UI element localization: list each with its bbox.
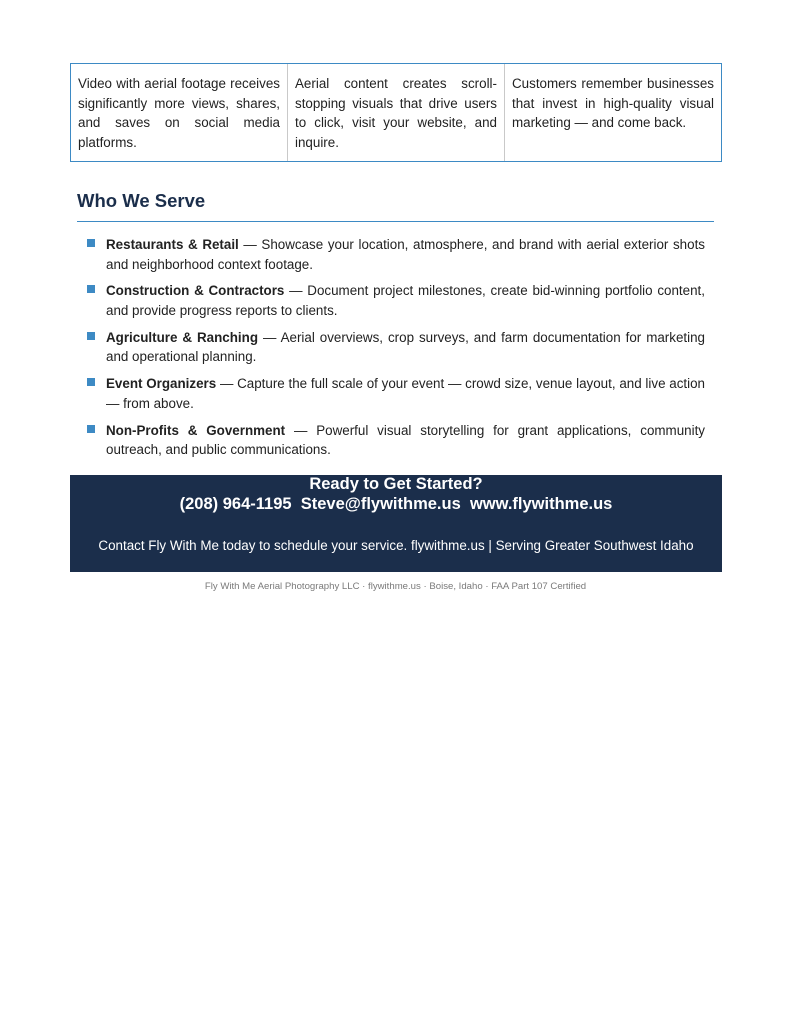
audience-item-title: Agriculture & Ranching xyxy=(106,329,259,345)
square-bullet-icon xyxy=(87,425,95,433)
square-bullet-icon xyxy=(87,239,95,247)
square-bullet-icon xyxy=(87,285,95,293)
audience-item-title: Restaurants & Retail xyxy=(106,237,239,252)
audience-item-description: — Capture the full scale of your event — crowd size, venue layout, and live action — from above. xyxy=(106,376,705,411)
audience-item-description: — Showcase your location, atmosphere, and brand with aerial exterior shots and neighborhood context footage. xyxy=(106,237,705,272)
audience-item-title: Event Organizers xyxy=(106,376,217,392)
audience-item-construction xyxy=(85,281,705,320)
square-bullet-icon xyxy=(87,378,95,386)
audience-item-description: — Aerial overviews, crop surveys, and farm documentation for marketing and operational planning. xyxy=(106,329,705,365)
audience-item-title: Construction & Contractors xyxy=(106,283,285,299)
audience-item-agriculture xyxy=(85,328,705,367)
square-bullet-icon xyxy=(87,332,95,340)
benefits-table xyxy=(70,63,722,162)
audience-item-description: — Powerful visual storytelling for grant applications, community outreach, and public communications. xyxy=(106,422,705,458)
audience-item-nonprofits xyxy=(85,421,705,460)
benefit-cell-engagement: Video with aerial footage receives significantly more views, shares, and saves on social media platforms. xyxy=(78,76,280,150)
cta-heading: Ready to Get Started? xyxy=(309,475,483,493)
audience-item-events xyxy=(85,374,705,413)
page-footer: Fly With Me Aerial Photography LLC · flywithme.us · Boise, Idaho · FAA Part 107 Certified xyxy=(204,581,587,592)
audience-item-description: — Document project milestones, create bid-winning portfolio content, and provide progress reports to clients. xyxy=(106,283,705,318)
section-heading-who-we-serve: Who We Serve xyxy=(77,190,714,222)
audience-item-title: Non-Profits & Government xyxy=(106,422,286,438)
audience-item-restaurants xyxy=(85,235,705,274)
cta-text: Contact Fly With Me today to schedule your service. flywithme.us | Serving Greater Southwest Idaho xyxy=(98,538,694,553)
benefit-cell-retention: Customers remember businesses that invest in high-quality visual marketing — and come back. xyxy=(504,64,721,161)
audience-list xyxy=(85,235,705,467)
cta-contact-details: (208) 964-1195 Steve@flywithme.us www.flywithme.us xyxy=(179,495,613,513)
benefit-cell-clicks: Aerial content creates scroll-stopping visuals that drive users to click, visit your website, and inquire. xyxy=(287,64,504,161)
cta-banner xyxy=(70,475,722,572)
